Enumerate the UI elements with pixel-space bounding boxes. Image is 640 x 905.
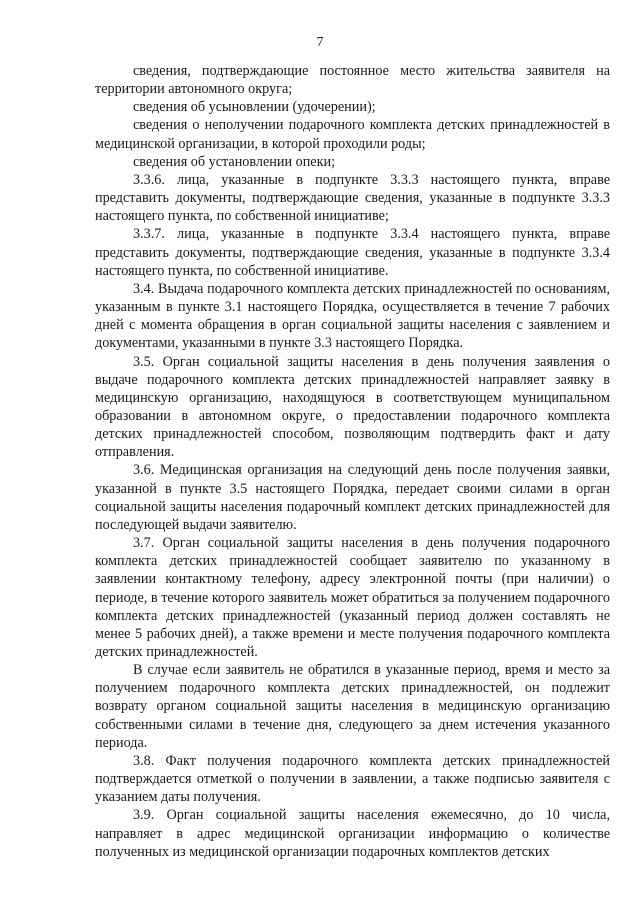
paragraph-3-3-6: 3.3.6. лица, указанные в подпункте 3.3.3 настоящего пункта, вправе представить документы, подтверждающие сведения, указанные в подпункте 3.3.3 настоящего пункта, по собственной инициативе;	[95, 171, 610, 225]
paragraph-3-7-return: В случае если заявитель не обратился в указанные период, время и место за получением подарочного комплекта детских принадлежностей, он подлежит возврату органом социальной защиты населения в медицинскую организацию собственными силами в течение дня, следующего за днем истечения указанного периода.	[95, 662, 610, 751]
paragraph-3-7: 3.7. Орган социальной защиты населения в день получения подарочного комплекта детских принадлежностей сообщает заявителю по указанному в заявлении контактному телефону, адресу электронной почты (при наличии) о периоде, в течение которого заявитель может обратиться за получением подарочного комплекта детских принадлежностей (указанный период должен составлять не менее 5 рабочих дней), а также времени и месте получения подарочного комплекта детских принадлежностей.	[95, 535, 610, 660]
paragraph-3-4: 3.4. Выдача подарочного комплекта детских принадлежностей по основаниям, указанным в пункте 3.1 настоящего Порядка, осуществляется в течение 7 рабочих дней с момента обращения в орган социальной защиты населения с заявлением и документами, указанными в пункте 3.3 настоящего Порядка.	[95, 280, 610, 352]
paragraph-3-9: 3.9. Орган социальной защиты населения ежемесячно, до 10 числа, направляет в адрес медицинской организации информацию о количестве полученных из медицинской организации подарочных комплектов детских	[95, 807, 610, 860]
paragraph-3-6: 3.6. Медицинская организация на следующий день после получения заявки, указанной в пункте 3.5 настоящего Порядка, передает своими силами в орган социальной защиты населения подарочный комплект детских принадлежностей для последующей выдачи заявителю.	[95, 462, 610, 533]
paragraph-adoption-info: сведения об усыновлении (удочерении);	[133, 99, 376, 116]
paragraph-non-receipt-info: сведения о неполучении подарочного комплекта детских принадлежностей в медицинской организации, в которой проходили роды;	[95, 117, 610, 152]
page-number: 7	[316, 35, 324, 50]
paragraph-guardianship-info: сведения об установлении опеки;	[133, 153, 336, 170]
paragraph-3-8: 3.8. Факт получения подарочного комплекта детских принадлежностей подтверждается отметкой о получении в заявлении, а также подписью заявителя с указанием даты получения.	[95, 752, 610, 806]
paragraph-3-5: 3.5. Орган социальной защиты населения в день получения заявления о выдаче подарочного комплекта детских принадлежностей направляет заявку в медицинскую организацию, находящуюся в соответствующем муниципальном образовании в автономном округе, о предоставлении подарочного комплекта детских принадлежностей способом, позволяющим подтвердить факт и дату отправления.	[95, 353, 610, 461]
paragraph-3-3-7: 3.3.7. лица, указанные в подпункте 3.3.4 настоящего пункта, вправе представить документы, подтверждающие сведения, указанные в подпункте 3.3.4 настоящего пункта, по собственной инициативе.	[95, 226, 610, 279]
paragraph-residence-info: сведения, подтверждающие постоянное место жительства заявителя на территории автономного округа;	[95, 63, 610, 98]
document-body	[95, 62, 610, 861]
